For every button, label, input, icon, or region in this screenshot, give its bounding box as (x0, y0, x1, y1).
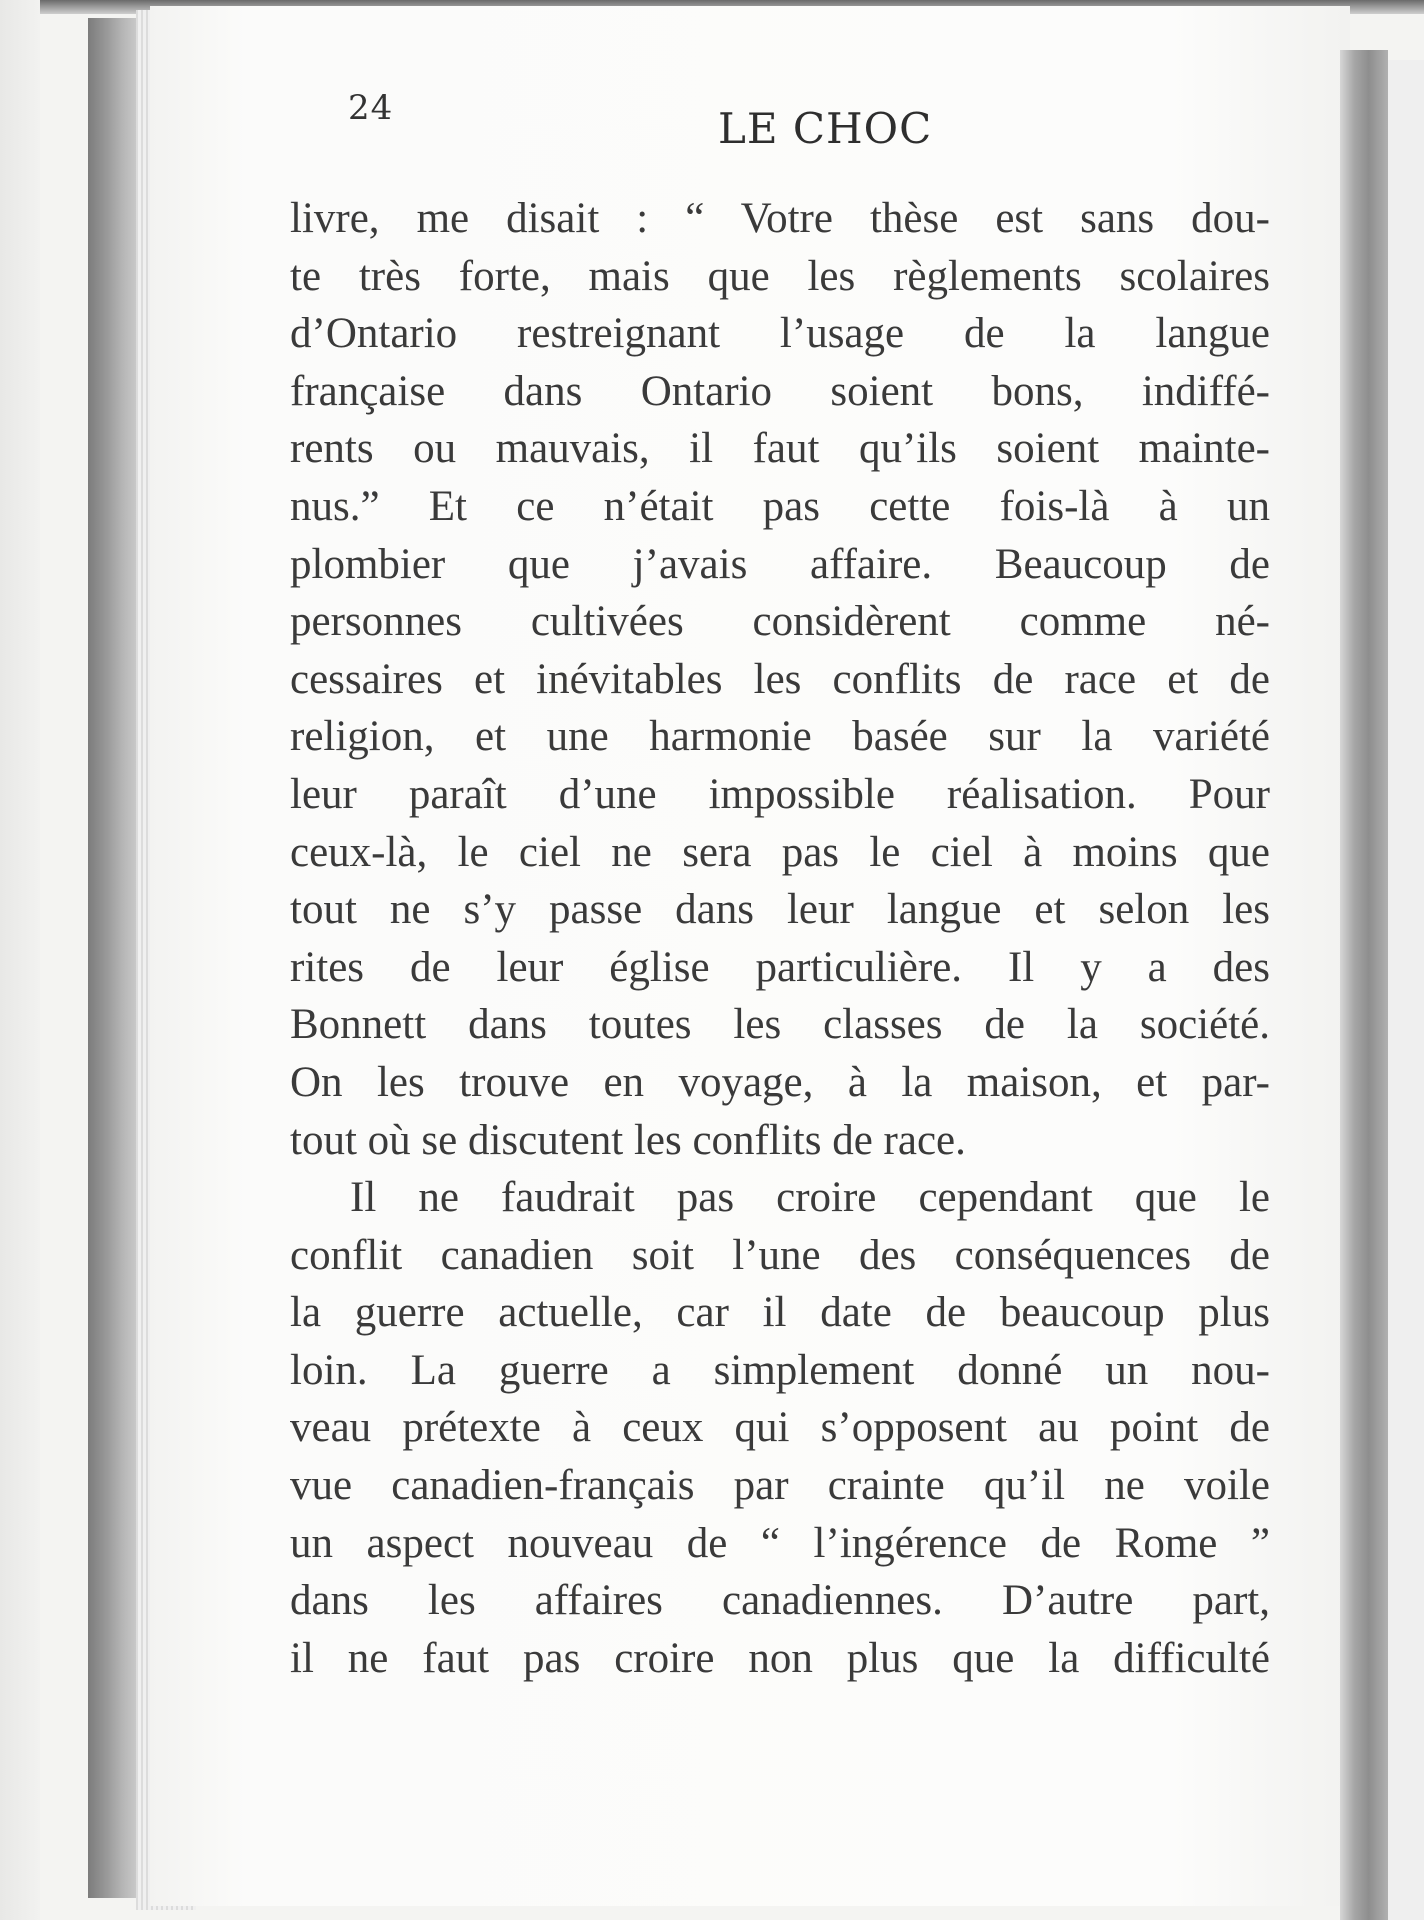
text-line: il ne faut pas croire non plus que la difficulté (290, 1634, 1270, 1682)
text-line: conflit canadien soit l’une des conséquences de (290, 1231, 1270, 1279)
text-line: personnes cultivées considèrent comme né- (290, 598, 1270, 646)
running-title: LE CHOC (718, 104, 933, 153)
text-line: vue canadien-français par crainte qu’il ne voile (290, 1462, 1270, 1510)
paragraph-2 (290, 1169, 1270, 1687)
body-text (290, 190, 1270, 1687)
paragraph-1 (290, 190, 1270, 1169)
text-line: veau prétexte à ceux qui s’opposent au point de (290, 1404, 1270, 1452)
text-line: te très forte, mais que les règlements scolaires (290, 252, 1270, 300)
text-line: religion, et une harmonie basée sur la variété (290, 713, 1270, 761)
text-line: nus.” Et ce n’était pas cette fois-là à un (290, 482, 1270, 530)
text-line: un aspect nouveau de “ l’ingérence de Rome ” (290, 1519, 1270, 1567)
book-spine-shadow (88, 18, 136, 1898)
text-line: française dans Ontario soient bons, indiffé- (290, 367, 1270, 415)
text-line: On les trouve en voyage, à la maison, et par- (290, 1058, 1270, 1106)
right-fold-shadow (1340, 50, 1388, 1920)
text-line: Bonnett dans toutes les classes de la société. (290, 1001, 1270, 1049)
text-line: loin. La guerre a simplement donné un nou- (290, 1346, 1270, 1394)
left-margin (0, 0, 40, 1920)
text-line: cessaires et inévitables les conflits de race et de (290, 655, 1270, 703)
text-line: dans les affaires canadiennes. D’autre part, (290, 1577, 1270, 1625)
text-line: Il ne faudrait pas croire cependant que le (350, 1174, 1270, 1222)
facing-page-edge (1388, 60, 1424, 1920)
text-line: livre, me disait : “ Votre thèse est sans dou- (290, 195, 1270, 242)
text-line: rents ou mauvais, il faut qu’ils soient mainte- (290, 425, 1270, 473)
text-line: ceux-là, le ciel ne sera pas le ciel à moins que (290, 828, 1270, 876)
text-line: tout ne s’y passe dans leur langue et selon les (290, 886, 1270, 934)
text-line: plombier que j’avais affaire. Beaucoup de (290, 540, 1270, 588)
text-line: la guerre actuelle, car il date de beaucoup plus (290, 1289, 1270, 1337)
text-line: rites de leur église particulière. Il y a des (290, 943, 1270, 991)
page-number: 24 (348, 88, 394, 128)
text-line: d’Ontario restreignant l’usage de la langue (290, 310, 1270, 358)
text-line: tout où se discutent les conflits de race. (290, 1116, 966, 1164)
text-line: leur paraît d’une impossible réalisation. Pour (290, 770, 1270, 818)
